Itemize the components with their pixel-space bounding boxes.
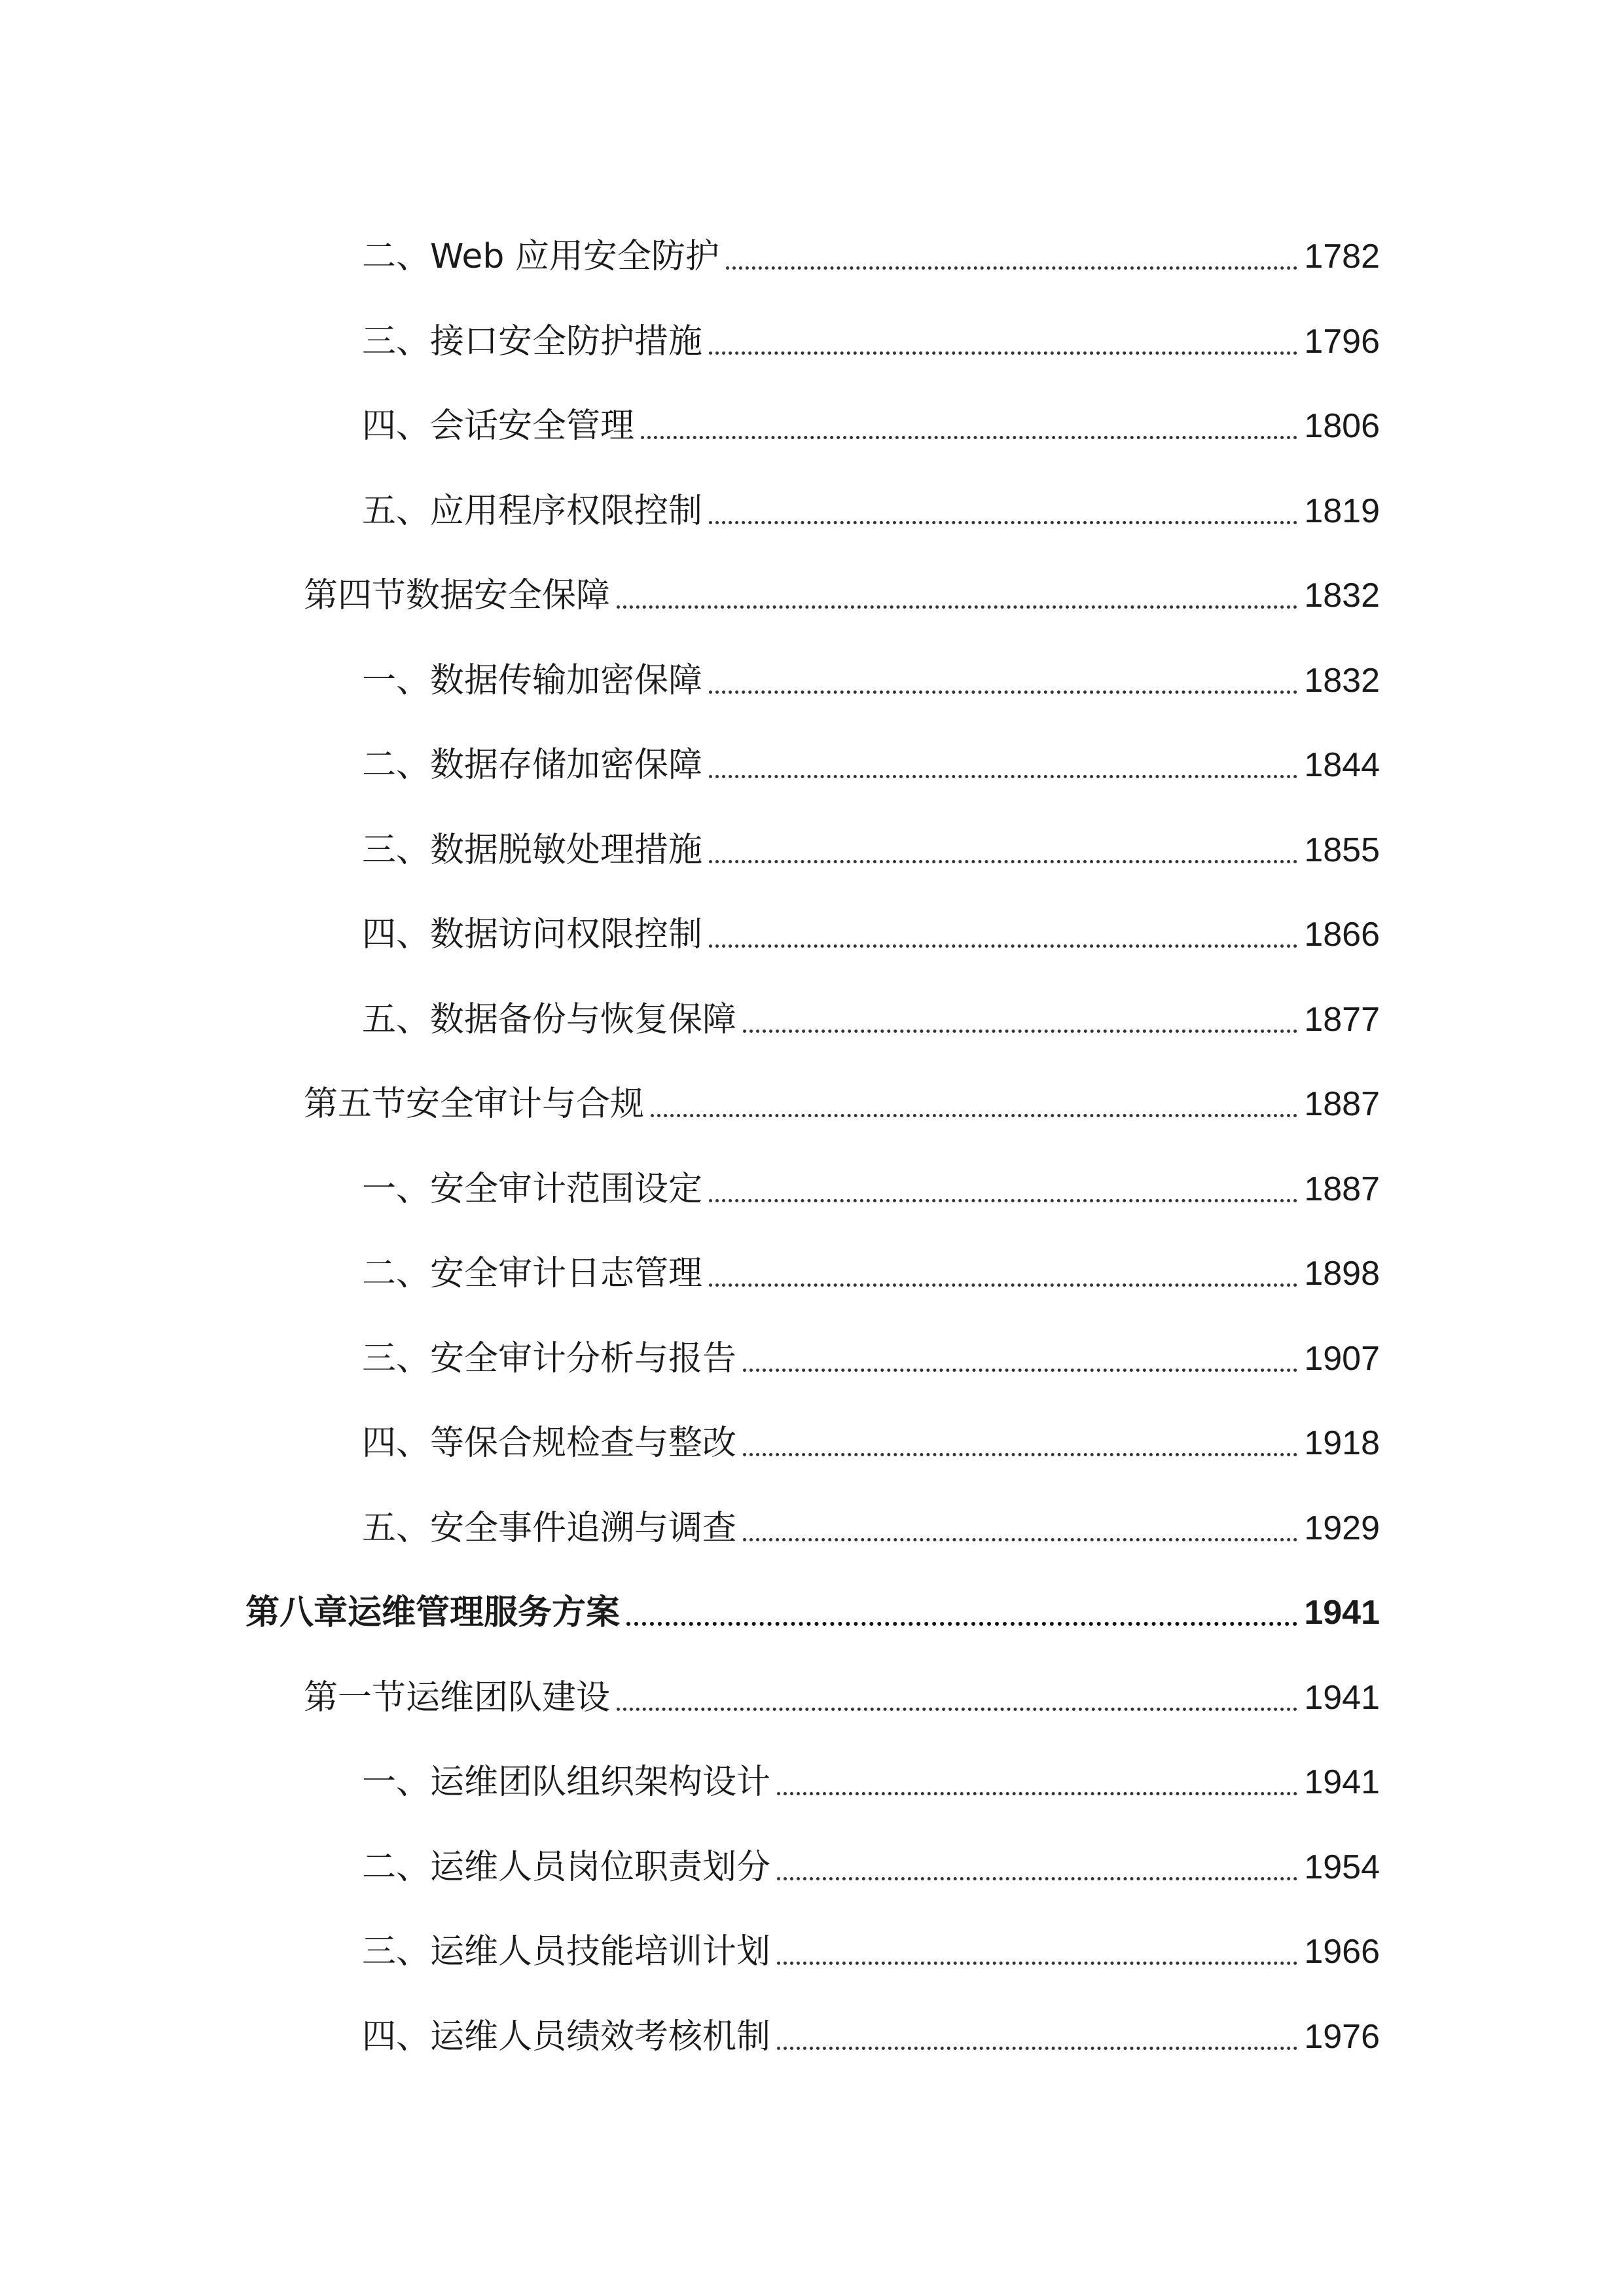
toc-entry[interactable]	[362, 1220, 1380, 1292]
toc-entry-label: 五、数据备份与恢复保障	[362, 1000, 737, 1039]
dot-leader	[617, 1708, 1297, 1711]
toc-entry-page: 1782	[1304, 238, 1380, 276]
toc-entry[interactable]	[362, 627, 1380, 699]
dot-leader	[743, 1030, 1297, 1033]
toc-entry-page: 1907	[1304, 1340, 1380, 1378]
toc-entry[interactable]	[362, 1390, 1380, 1462]
toc-entry-label: 二、数据存储加密保障	[362, 745, 703, 785]
toc-entry[interactable]	[362, 1983, 1380, 2055]
dot-leader	[626, 1622, 1297, 1626]
dot-leader	[617, 605, 1297, 609]
toc-entry-page: 1796	[1304, 323, 1380, 361]
toc-entry-label: 四、会话安全管理	[362, 406, 635, 446]
toc-entry[interactable]	[245, 1559, 1380, 1631]
toc-entry-page: 1941	[1304, 1679, 1380, 1717]
toc-entry-page: 1866	[1304, 916, 1380, 954]
toc-entry[interactable]	[362, 797, 1380, 869]
toc-entry-label: 一、数据传输加密保障	[362, 661, 703, 700]
toc-entry-label: 五、应用程序权限控制	[362, 492, 703, 531]
toc-entry[interactable]	[304, 542, 1380, 614]
dot-leader	[777, 1792, 1297, 1795]
toc-entry[interactable]	[362, 881, 1380, 953]
toc-entry-label: 四、数据访问权限控制	[362, 915, 703, 954]
toc-entry-page: 1877	[1304, 1001, 1380, 1039]
dot-leader	[709, 860, 1297, 863]
dot-leader	[777, 1877, 1297, 1880]
toc-entry-label: 三、接口安全防护措施	[362, 322, 703, 361]
toc-entry-label: 三、安全审计分析与报告	[362, 1339, 737, 1378]
toc-entry-label: 一、运维团队组织架构设计	[362, 1763, 771, 1802]
dot-leader	[709, 944, 1297, 948]
toc-entry-page: 1832	[1304, 577, 1380, 615]
toc-entry-page: 1941	[1304, 1594, 1380, 1632]
toc-entry-label: 第四节数据安全保障	[304, 576, 611, 615]
toc-entry-page: 1966	[1304, 1933, 1380, 1971]
dot-leader	[743, 1453, 1297, 1456]
toc-entry-label: 三、运维人员技能培训计划	[362, 1932, 771, 1971]
dot-leader	[709, 521, 1297, 524]
dot-leader	[709, 1199, 1297, 1202]
toc-entry-label: 三、数据脱敏处理措施	[362, 831, 703, 870]
toc-entry-label: 五、安全事件追溯与调查	[362, 1509, 737, 1548]
toc-entry[interactable]	[362, 1305, 1380, 1377]
toc-entry[interactable]	[362, 1814, 1380, 1886]
dot-leader	[743, 1538, 1297, 1541]
dot-leader	[726, 266, 1297, 270]
toc-entry-label: 四、运维人员绩效考核机制	[362, 2017, 771, 2056]
toc-entry[interactable]	[362, 203, 1380, 275]
toc-entry-label: 二、安全审计日志管理	[362, 1254, 703, 1293]
toc-entry-label: 第五节安全审计与合规	[304, 1085, 645, 1124]
toc-entry[interactable]	[362, 1475, 1380, 1547]
toc-entry[interactable]	[362, 457, 1380, 529]
toc-entry[interactable]	[362, 372, 1380, 444]
dot-leader	[651, 1114, 1297, 1117]
toc-entry-label: 四、等保合规检查与整改	[362, 1424, 737, 1463]
toc-entry-label: 二、运维人员岗位职责划分	[362, 1848, 771, 1887]
toc-entry-label: 第一节运维团队建设	[304, 1678, 611, 1717]
toc-entry-label: 一、安全审计范围设定	[362, 1170, 703, 1209]
dot-leader	[743, 1369, 1297, 1372]
toc-entry-page: 1832	[1304, 662, 1380, 700]
toc-entry-page: 1806	[1304, 407, 1380, 445]
toc-entry-page: 1855	[1304, 831, 1380, 869]
toc-entry-page: 1898	[1304, 1255, 1380, 1293]
toc-entry[interactable]	[362, 711, 1380, 783]
dot-leader	[709, 775, 1297, 778]
toc-entry-page: 1954	[1304, 1848, 1380, 1886]
toc-entry-page: 1887	[1304, 1085, 1380, 1123]
toc-entry-page: 1887	[1304, 1170, 1380, 1208]
toc-entry[interactable]	[362, 1729, 1380, 1801]
toc-entry[interactable]	[362, 966, 1380, 1038]
toc-entry-page: 1819	[1304, 492, 1380, 530]
toc-entry-page: 1976	[1304, 2018, 1380, 2056]
toc-entry[interactable]	[304, 1050, 1380, 1122]
toc-entry-page: 1941	[1304, 1763, 1380, 1801]
toc-entry-label: 第八章运维管理服务方案	[245, 1593, 621, 1632]
toc-entry-label: 二、Web 应用安全防护	[362, 237, 719, 276]
dot-leader	[709, 351, 1297, 355]
dot-leader	[709, 1283, 1297, 1287]
toc-entry[interactable]	[362, 288, 1380, 360]
toc-entry[interactable]	[362, 1136, 1380, 1208]
dot-leader	[777, 2047, 1297, 2050]
toc-entry-page: 1844	[1304, 746, 1380, 784]
toc-entry-page: 1918	[1304, 1424, 1380, 1462]
toc-entry[interactable]	[304, 1644, 1380, 1716]
dot-leader	[641, 436, 1297, 439]
dot-leader	[777, 1962, 1297, 1965]
dot-leader	[709, 691, 1297, 694]
toc-entry-page: 1929	[1304, 1509, 1380, 1547]
toc-entry[interactable]	[362, 1898, 1380, 1970]
